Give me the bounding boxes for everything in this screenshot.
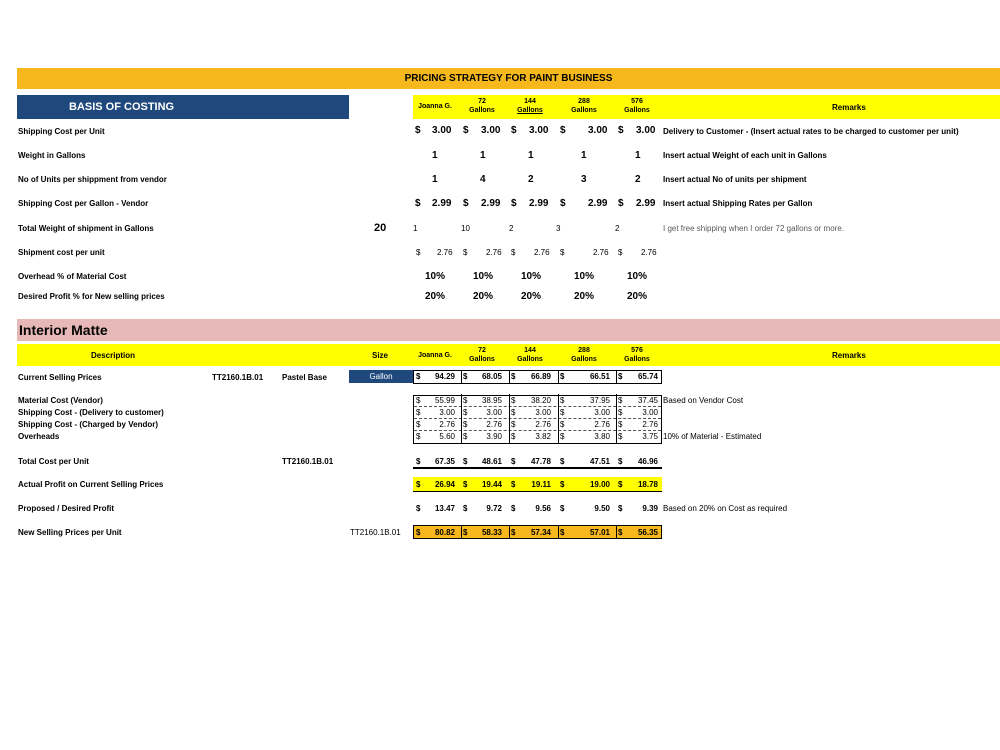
row-label: Shipping Cost per Unit: [18, 127, 105, 136]
price-cell: 9.72: [486, 504, 502, 513]
cell-value: 10%: [473, 271, 494, 282]
cell-value: 2: [615, 224, 620, 233]
price-cell: 3.00: [642, 408, 658, 417]
currency-symbol: $: [463, 372, 468, 381]
price-cell: 9.50: [594, 504, 610, 513]
row-label: No of Units per shippment from vendor: [18, 175, 167, 184]
price-cell: 66.51: [589, 372, 610, 381]
cell-value: 2.99: [588, 198, 608, 209]
price-cell: 9.39: [642, 504, 658, 513]
currency-symbol: $: [463, 396, 468, 405]
product-code: TT2160.1B.01: [212, 373, 264, 382]
currency-symbol: $: [511, 432, 516, 441]
row-remark: I get free shipping when I order 72 gallons or more.: [663, 224, 844, 233]
divider: [414, 430, 661, 431]
price-cell: 3.00: [594, 408, 610, 417]
cell-value: 1: [480, 150, 486, 161]
currency-symbol: $: [560, 528, 565, 537]
currency-symbol: $: [463, 198, 469, 209]
cell-divider: [616, 526, 617, 539]
currency-symbol: $: [511, 198, 517, 209]
cell-value: 20%: [521, 291, 542, 302]
price-cell: 46.96: [637, 457, 658, 466]
desired-profit-remark: Based on 20% on Cost as required: [663, 504, 788, 513]
current-price-label: Current Selling Prices: [18, 373, 102, 382]
currency-symbol: $: [416, 480, 421, 489]
basis-col-72: [462, 97, 502, 115]
interior-col-288: [564, 346, 604, 364]
price-cell: 18.78: [637, 480, 658, 489]
cell-divider: [461, 526, 462, 539]
basis-col-144: [510, 97, 550, 115]
currency-symbol: $: [511, 408, 516, 417]
price-cell: 47.51: [589, 457, 610, 466]
currency-symbol: $: [416, 432, 421, 441]
cell-value: 10%: [627, 271, 648, 282]
cell-value: 10%: [574, 271, 595, 282]
cell-value: 20%: [627, 291, 648, 302]
currency-symbol: $: [618, 198, 624, 209]
currency-symbol: $: [415, 198, 421, 209]
cell-value: 2.76: [437, 248, 453, 257]
col-bottom: Gallons: [469, 107, 495, 114]
col-bottom: Gallons: [517, 107, 543, 114]
cell-value: 2.99: [529, 198, 549, 209]
currency-symbol: $: [618, 528, 623, 537]
currency-symbol: $: [560, 408, 565, 417]
price-cell: 3.80: [594, 432, 610, 441]
col-bottom: Gallons: [624, 107, 650, 114]
interior-col-72: [462, 346, 502, 364]
currency-symbol: $: [463, 457, 468, 466]
cell-value: 2.76: [486, 248, 502, 257]
basis-of-costing-header: BASIS OF COSTING: [17, 95, 349, 119]
cell-value: 1: [528, 150, 534, 161]
row-label: Shipping Cost per Gallon - Vendor: [18, 199, 149, 208]
col-bottom: Gallons: [469, 356, 495, 363]
currency-symbol: $: [463, 408, 468, 417]
col-label: Joanna G.: [418, 352, 452, 359]
row-remark: Insert actual Shipping Rates per Gallon: [663, 199, 813, 208]
row-label: Shipment cost per unit: [18, 248, 105, 257]
price-cell: 67.35: [434, 457, 455, 466]
price-cell: 37.95: [589, 396, 610, 405]
size-gallon: Gallon: [349, 370, 413, 383]
price-cell: 48.61: [481, 457, 502, 466]
material-remark: Based on Vendor Cost: [663, 396, 744, 405]
col-label: Joanna G.: [418, 103, 452, 110]
cell-value: 2.99: [481, 198, 501, 209]
cell-value: 3.00: [529, 125, 549, 136]
currency-symbol: $: [618, 457, 623, 466]
col-top: 144: [524, 98, 536, 105]
basis-remarks-header: Remarks: [832, 103, 866, 112]
cell-divider: [558, 526, 559, 539]
new-price-code: TT2160.1B.01: [350, 528, 401, 537]
cell-value: 4: [480, 174, 486, 185]
col-top: 288: [578, 347, 590, 354]
currency-symbol: $: [415, 125, 421, 136]
product-base: Pastel Base: [282, 373, 327, 382]
col-top: 72: [478, 98, 486, 105]
currency-symbol: $: [416, 528, 421, 537]
col-top: 576: [631, 347, 643, 354]
interior-col-576: [617, 346, 657, 364]
row-remark: Insert actual No of units per shipment: [663, 175, 807, 184]
size-header: Size: [372, 351, 389, 360]
currency-symbol: $: [618, 432, 623, 441]
price-cell: 37.45: [637, 396, 658, 405]
col-bottom: Gallons: [571, 356, 597, 363]
new-price-label: New Selling Prices per Unit: [18, 528, 122, 537]
price-cell: 2.76: [486, 420, 502, 429]
cell-value: 20%: [425, 291, 446, 302]
col-top: 288: [578, 98, 590, 105]
price-cell: 19.44: [481, 480, 502, 489]
currency-symbol: $: [463, 420, 468, 429]
cell-value: 2: [635, 174, 641, 185]
total-code: TT2160.1B.01: [282, 457, 334, 466]
total-cost-label: Total Cost per Unit: [18, 457, 89, 466]
title-bar: [17, 68, 1000, 89]
currency-symbol: $: [560, 432, 565, 441]
price-cell: 66.89: [530, 372, 551, 381]
price-cell: 3.00: [535, 408, 551, 417]
actual-profit-label: Actual Profit on Current Selling Prices: [18, 480, 164, 489]
cell-value: 20%: [473, 291, 494, 302]
price-cell: 38.20: [530, 396, 551, 405]
basis-col-576: [617, 97, 657, 115]
shipping-delivery-label: Shipping Cost - (Delivery to customer): [18, 408, 164, 417]
currency-symbol: $: [560, 198, 566, 209]
currency-symbol: $: [416, 396, 421, 405]
cell-divider: [509, 370, 510, 383]
currency-symbol: $: [560, 480, 565, 489]
currency-symbol: $: [560, 420, 565, 429]
price-cell: 68.05: [481, 372, 502, 381]
currency-symbol: $: [618, 372, 623, 381]
overheads-label: Overheads: [18, 432, 60, 441]
price-cell: 65.74: [637, 372, 658, 381]
price-cell: 58.33: [481, 528, 502, 537]
cell-value: 1: [413, 224, 418, 233]
basis-col-288: [564, 97, 604, 115]
price-cell: 3.82: [535, 432, 551, 441]
currency-symbol: $: [560, 396, 565, 405]
price-cell: 3.00: [486, 408, 502, 417]
cell-value: 1: [635, 150, 641, 161]
basis-col-joanna: [412, 102, 458, 111]
price-cell: 26.94: [434, 480, 455, 489]
currency-symbol: $: [618, 125, 624, 136]
currency-symbol: $: [416, 408, 421, 417]
currency-symbol: $: [511, 480, 516, 489]
currency-symbol: $: [416, 457, 421, 466]
cell-value: 10%: [425, 271, 446, 282]
currency-symbol: $: [511, 504, 516, 513]
row-label: Overhead % of Material Cost: [18, 272, 127, 281]
currency-symbol: $: [416, 420, 421, 429]
cell-divider: [461, 370, 462, 383]
divider: [414, 406, 661, 407]
currency-symbol: $: [618, 248, 623, 257]
price-cell: 3.00: [439, 408, 455, 417]
cell-value: 2: [509, 224, 514, 233]
cell-divider: [509, 430, 510, 443]
currency-symbol: $: [463, 125, 469, 136]
currency-symbol: $: [511, 420, 516, 429]
desired-profit-label: Proposed / Desired Profit: [18, 504, 115, 513]
row-remark: Insert actual Weight of each unit in Gallons: [663, 151, 827, 160]
cell-value: 3.00: [588, 125, 608, 136]
currency-symbol: $: [560, 248, 565, 257]
currency-symbol: $: [511, 528, 516, 537]
price-cell: 2.76: [642, 420, 658, 429]
cell-value: 20%: [574, 291, 595, 302]
currency-symbol: $: [511, 248, 516, 257]
cell-value: 2.99: [636, 198, 656, 209]
price-cell: 47.78: [530, 457, 551, 466]
cell-value: 2.76: [641, 248, 657, 257]
price-cell: 5.60: [439, 432, 455, 441]
overheads-remark: 10% of Material - Estimated: [663, 432, 762, 441]
price-cell: 3.90: [486, 432, 502, 441]
currency-symbol: $: [463, 432, 468, 441]
extra-value: 20: [374, 222, 387, 234]
col-top: 576: [631, 98, 643, 105]
currency-symbol: $: [560, 372, 565, 381]
cell-value: 2.76: [593, 248, 609, 257]
cell-divider: [616, 430, 617, 443]
cell-value: 3.00: [481, 125, 501, 136]
currency-symbol: $: [560, 457, 565, 466]
currency-symbol: $: [463, 248, 468, 257]
cell-value: 3: [581, 174, 587, 185]
currency-symbol: $: [618, 480, 623, 489]
currency-symbol: $: [463, 480, 468, 489]
price-cell: 2.76: [594, 420, 610, 429]
currency-symbol: $: [463, 528, 468, 537]
price-cell: 94.29: [434, 372, 455, 381]
currency-symbol: $: [560, 125, 566, 136]
cell-value: 1: [581, 150, 587, 161]
cell-value: 10: [461, 224, 470, 233]
currency-symbol: $: [618, 504, 623, 513]
cell-divider: [509, 526, 510, 539]
row-label: Desired Profit % for New selling prices: [18, 292, 165, 301]
currency-symbol: $: [618, 396, 623, 405]
cell-value: 3.00: [636, 125, 656, 136]
currency-symbol: $: [618, 408, 623, 417]
currency-symbol: $: [511, 396, 516, 405]
row-label: Weight in Gallons: [18, 151, 86, 160]
cell-divider: [461, 430, 462, 443]
col-top: 144: [524, 347, 536, 354]
price-cell: 19.00: [589, 480, 610, 489]
interior-col-144: [510, 346, 550, 364]
currency-symbol: $: [416, 372, 421, 381]
cell-value: 2.99: [432, 198, 452, 209]
price-cell: 3.75: [642, 432, 658, 441]
cell-value: 1: [432, 150, 438, 161]
col-bottom: Gallons: [517, 356, 543, 363]
description-header: Description: [91, 351, 136, 360]
page-title: PRICING STRATEGY FOR PAINT BUSINESS: [404, 73, 613, 84]
cell-divider: [558, 430, 559, 443]
price-cell: 80.82: [434, 528, 455, 537]
price-cell: 57.01: [589, 528, 610, 537]
price-cell: 55.99: [434, 396, 455, 405]
price-cell: 38.95: [481, 396, 502, 405]
shipping-vendor-label: Shipping Cost - (Charged by Vendor): [18, 420, 158, 429]
col-bottom: Gallons: [624, 356, 650, 363]
interior-col-joanna: [412, 351, 458, 360]
cell-value: 2: [528, 174, 534, 185]
currency-symbol: $: [416, 504, 421, 513]
currency-symbol: $: [511, 457, 516, 466]
price-cell: 13.47: [434, 504, 455, 513]
cell-value: 10%: [521, 271, 542, 282]
row-label: Total Weight of shipment in Gallons: [18, 224, 154, 233]
price-cell: 19.11: [531, 480, 551, 489]
price-cell: 2.76: [535, 420, 551, 429]
currency-symbol: $: [511, 125, 517, 136]
cell-divider: [616, 370, 617, 383]
col-bottom: Gallons: [571, 107, 597, 114]
currency-symbol: $: [618, 420, 623, 429]
currency-symbol: $: [511, 372, 516, 381]
col-top: 72: [478, 347, 486, 354]
divider: [414, 418, 661, 419]
cell-divider: [558, 370, 559, 383]
price-cell: 57.34: [530, 528, 551, 537]
price-cell: 9.56: [535, 504, 551, 513]
cell-value: 3.00: [432, 125, 452, 136]
material-cost-label: Material Cost (Vendor): [18, 396, 103, 405]
interior-matte-title: Interior Matte: [17, 319, 1000, 341]
cell-value: 2.76: [534, 248, 550, 257]
currency-symbol: $: [416, 248, 421, 257]
currency-symbol: $: [463, 504, 468, 513]
cell-value: 1: [432, 174, 438, 185]
currency-symbol: $: [560, 504, 565, 513]
cell-value: 3: [556, 224, 561, 233]
row-remark: Delivery to Customer - (Insert actual rates to be charged to customer per unit): [663, 127, 959, 136]
interior-remarks-header: Remarks: [832, 351, 866, 360]
price-cell: 2.76: [439, 420, 455, 429]
price-cell: 56.35: [637, 528, 658, 537]
